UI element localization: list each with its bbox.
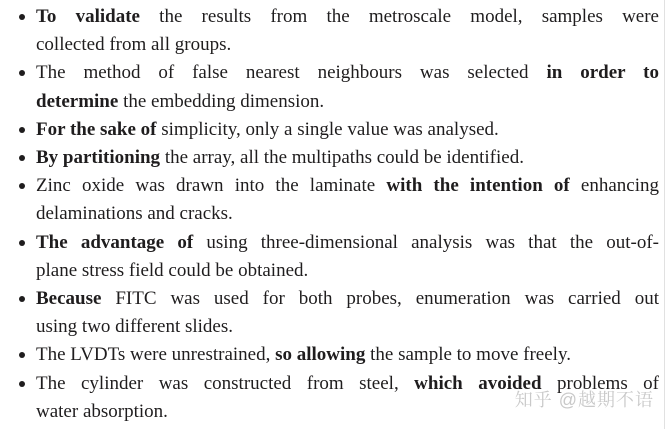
list-item <box>36 285 659 341</box>
bold-phrase: in order to <box>546 62 659 84</box>
text-line <box>36 144 659 172</box>
text-line <box>36 31 659 59</box>
list-item <box>36 341 659 369</box>
text-line <box>36 200 659 228</box>
bold-phrase: determine <box>36 90 119 112</box>
text-line <box>36 172 659 200</box>
page-edge-line <box>664 0 665 429</box>
list-item <box>36 229 659 285</box>
text-run: the array, all the multipaths could be identified. <box>160 147 524 169</box>
bold-phrase: To validate <box>36 6 140 27</box>
list-item <box>36 172 659 228</box>
text-run: enhancing <box>569 175 659 197</box>
bold-phrase: with the intention of <box>386 175 570 197</box>
text-run: the results from the metroscale model, samples were <box>140 6 659 27</box>
text-run: The method of false nearest neighbours was selected <box>36 62 547 84</box>
text-line <box>36 229 659 257</box>
bold-phrase: The advantage of <box>36 231 194 253</box>
text-run: the sample to move freely. <box>365 344 571 366</box>
text-run: delaminations and cracks. <box>36 203 233 225</box>
text-line <box>36 3 659 31</box>
text-run: The cylinder was constructed from steel, <box>36 372 415 394</box>
list-item <box>36 144 659 172</box>
text-run: The LVDTs were unrestrained, <box>36 344 276 366</box>
text-line <box>36 88 659 116</box>
zhihu-watermark: 知乎 @越期不语 <box>514 390 654 410</box>
text-run: plane stress field could be obtained. <box>36 259 309 281</box>
text-line <box>36 257 659 285</box>
bold-phrase: which avoided <box>414 372 542 394</box>
bold-phrase: By partitioning <box>36 147 161 169</box>
text-run: FITC was used for both probes, enumeration was carried out <box>101 288 659 310</box>
text-line <box>36 341 659 369</box>
text-run: Zinc oxide was drawn into the laminate <box>36 175 387 197</box>
text-run: collected from all groups. <box>36 34 232 56</box>
text-line <box>36 116 659 144</box>
text-line <box>36 285 659 313</box>
text-run: problems of <box>541 372 659 394</box>
text-run: water absorption. <box>36 400 168 422</box>
text-run: simplicity, only a single value was analysed. <box>156 118 499 140</box>
bold-phrase: Because <box>36 288 102 310</box>
text-line <box>36 313 659 341</box>
bold-phrase: so allowing <box>275 344 366 366</box>
text-run: using two different slides. <box>36 316 234 338</box>
text-run: the embedding dimension. <box>118 90 325 112</box>
text-run: using three-dimensional analysis was that the out-of- <box>193 231 659 253</box>
list-item <box>36 116 659 144</box>
list-item <box>36 59 659 115</box>
bold-phrase: For the sake of <box>36 118 157 140</box>
list-item <box>36 3 659 59</box>
text-line <box>36 59 659 87</box>
